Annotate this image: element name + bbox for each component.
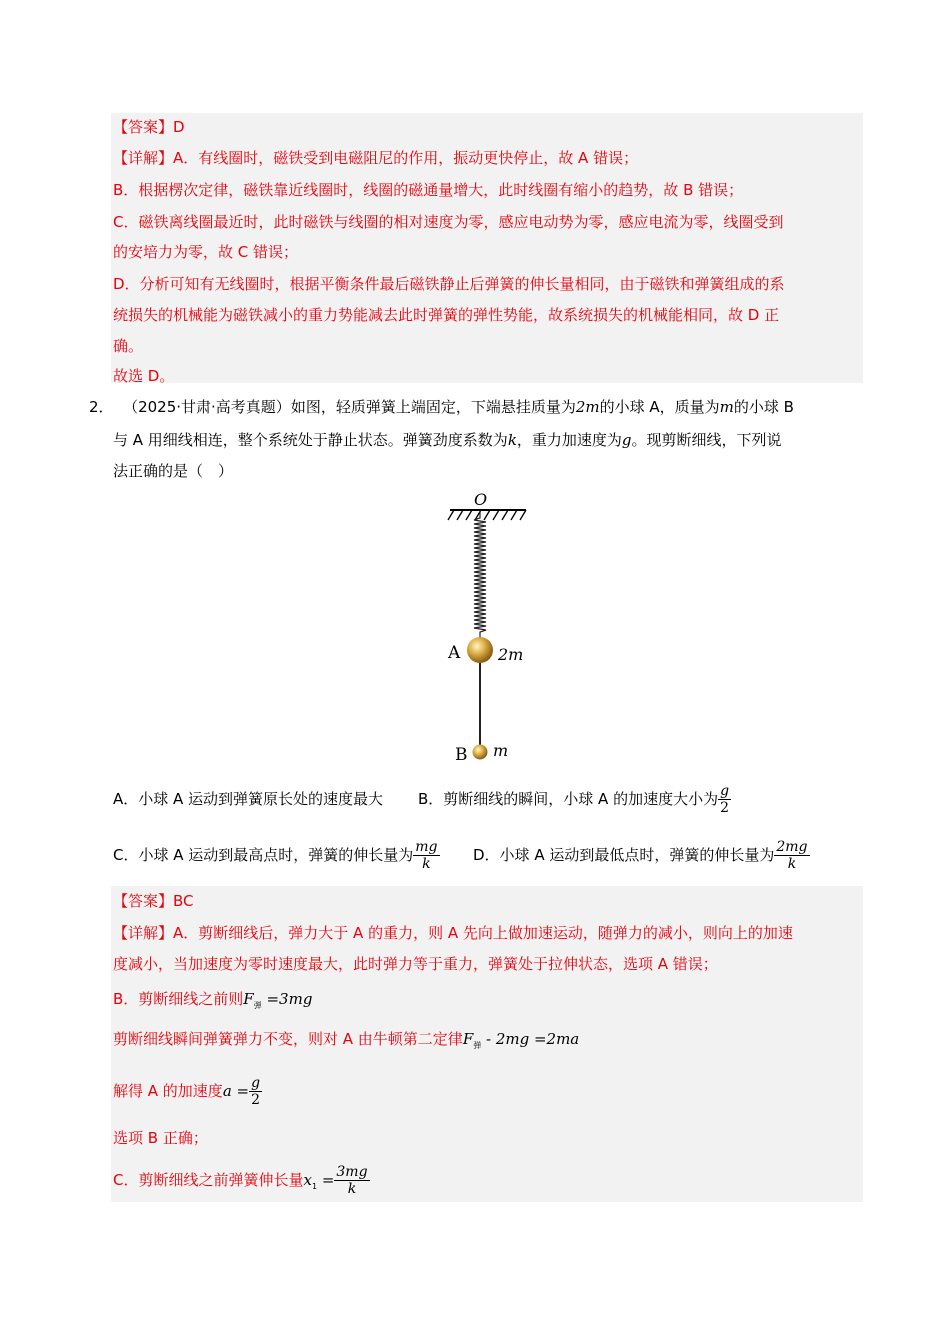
- detail-1-line-d: D．分析可知有无线圈时，根据平衡条件最后磁铁静止后弹簧的伸长量相同，由于磁铁和弹簧组成的系: [113, 275, 785, 293]
- mass-symbol: 2m: [575, 398, 600, 416]
- point-o-label: O: [474, 490, 488, 509]
- equation-b1: $F_弹 =3mg$: [243, 990, 313, 1010]
- equation-b2: $F_弹 - 2mg =2ma$: [462, 1030, 580, 1050]
- ball-a-mass: 2m: [498, 645, 524, 664]
- detail-text: A．有线圈时，磁铁受到电磁阻尼的作用，振动更快停止，故 A 错误；: [173, 149, 639, 167]
- detail-label: 【详解】: [113, 924, 174, 942]
- question-text: 如图，轻质弹簧上端固定，下端悬挂质量为: [290, 398, 576, 416]
- detail-2-line-b: [113, 989, 312, 1016]
- ball-b-mass: m: [493, 741, 509, 760]
- detail-2-line-b3: [113, 1073, 262, 1109]
- detail-text: B．剪断细线之前则: [113, 990, 244, 1008]
- option-b: [418, 781, 731, 817]
- detail-label: 【详解】: [113, 149, 174, 167]
- detail-text: C．剪断细线之前弹簧伸长量: [113, 1171, 304, 1189]
- detail-2-line-a: [113, 923, 793, 943]
- ball-a-label: A: [448, 643, 461, 663]
- ball-a: [467, 637, 493, 663]
- detail-1-line-d2: 统损失的机械能为磁铁减小的重力势能减去此时弹簧的弹性势能，故系统损失的机械能相同，故 D 正: [113, 306, 780, 324]
- detail-2-line-c: [113, 1162, 370, 1205]
- answer-2: 【答案】BC: [113, 892, 194, 910]
- ceiling-hatch: [448, 510, 526, 520]
- ball-b: [473, 745, 488, 760]
- question-text: 与 A 用细线相连，整个系统处于静止状态。弹簧劲度系数为: [113, 431, 508, 449]
- option-c: [113, 837, 440, 873]
- question-line-1: [89, 397, 794, 417]
- detail-2-line-b4: 选项 B 正确；: [113, 1129, 208, 1147]
- detail-text: 剪断细线瞬间弹簧弹力不变，则对 A 由牛顿第二定律: [113, 1030, 463, 1048]
- detail-1-line-a: [113, 148, 638, 168]
- question-text: ，重力加速度为: [516, 431, 622, 449]
- detail-2-line-a2: 度减小，当加速度为零时速度最大，此时弹力等于重力，弹簧处于拉伸状态，选项 A 错误；: [113, 955, 718, 973]
- option-d-fraction: $\frac{2mg}{k}$: [776, 839, 808, 872]
- answer-1: 【答案】D: [113, 118, 185, 136]
- option-c-text: C．小球 A 运动到最高点时，弹簧的伸长量为: [113, 846, 414, 864]
- detail-1-line-c2: 的安培力为零，故 C 错误；: [113, 243, 299, 261]
- mass-symbol: m: [719, 398, 734, 416]
- question-number: 2．: [89, 398, 114, 416]
- detail-2-line-b2: [113, 1029, 579, 1056]
- g-symbol: g: [621, 431, 632, 449]
- equation-b3-fraction: $\frac{g}{2}$: [251, 1075, 261, 1108]
- question-text: 的小球 B: [733, 398, 794, 416]
- spring: [474, 510, 486, 638]
- equation-b3-lhs: a =: [222, 1082, 250, 1100]
- question-text: 的小球 A，质量为: [599, 398, 720, 416]
- option-c-fraction: $\frac{mg}{k}$: [415, 839, 438, 872]
- question-source: （2025·甘肃·高考真题）: [123, 398, 291, 416]
- option-a: A．小球 A 运动到弹簧原长处的速度最大: [113, 790, 384, 808]
- k-symbol: k: [507, 431, 517, 449]
- ball-b-label: B: [455, 745, 468, 765]
- detail-1-conclusion: 故选 D。: [113, 367, 175, 385]
- equation-c1-lhs: $x_1$ =: [303, 1171, 335, 1191]
- detail-1-line-b: B．根据楞次定律，磁铁靠近线圈时，线圈的磁通量增大，此时线圈有缩小的趋势，故 B 错误；: [113, 181, 744, 199]
- detail-text: 解得 A 的加速度: [113, 1082, 223, 1100]
- option-d-text: D．小球 A 运动到最低点时，弹簧的伸长量为: [473, 846, 775, 864]
- question-line-2: [113, 430, 782, 450]
- option-b-text: B．剪断细线的瞬间，小球 A 的加速度大小为: [418, 790, 719, 808]
- spring-figure: [410, 488, 550, 768]
- question-line-3: 法正确的是（ ）: [113, 462, 234, 480]
- option-d: [473, 837, 810, 873]
- option-b-fraction: $\frac{g}{2}$: [720, 783, 730, 816]
- equation-c1-fraction: $\frac{3mg}{k}$: [336, 1164, 368, 1197]
- detail-1-line-c: C．磁铁离线圈最近时，此时磁铁与线圈的相对速度为零，感应电动势为零，感应电流为零，线圈受到: [113, 213, 784, 231]
- question-text: 。现剪断细线，下列说: [631, 431, 782, 449]
- detail-1-line-d3: 确。: [113, 337, 144, 355]
- detail-text: A．剪断细线后，弹力大于 A 的重力，则 A 先向上做加速运动，随弹力的减小，则向上的加速: [173, 924, 793, 942]
